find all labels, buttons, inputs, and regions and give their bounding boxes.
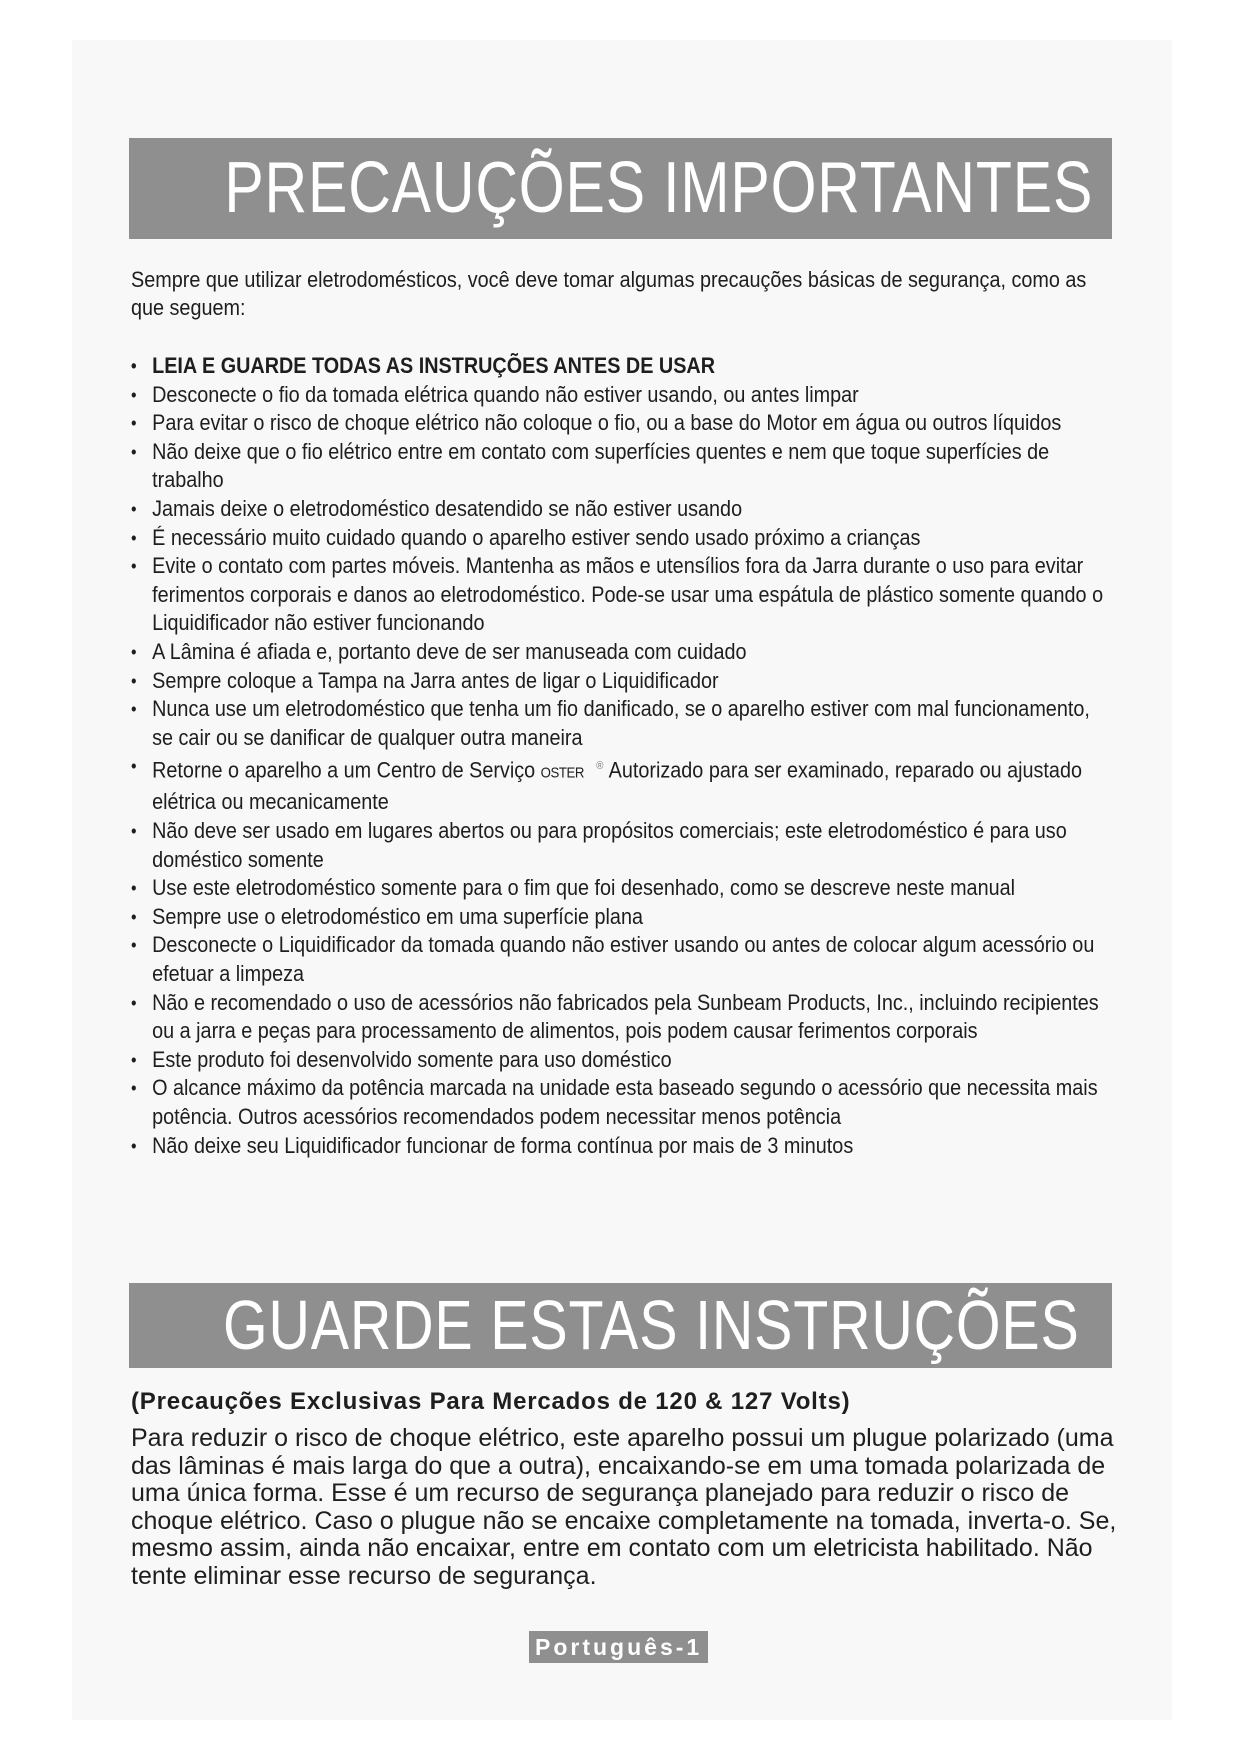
list-item: • Sempre use o eletrodoméstico em uma superfície plana — [131, 903, 1111, 932]
list-item: • Para evitar o risco de choque elétrico não coloque o fio, ou a base do Motor em água ou outros líquidos — [131, 409, 1111, 438]
save-instructions-banner — [129, 1283, 1112, 1368]
intro-text: Sempre que utilizar eletrodomésticos, você deve tomar algumas precauções básicas de segurança, como as que seguem: — [131, 267, 1087, 320]
list-item: • Este produto foi desenvolvido somente para uso doméstico — [131, 1046, 1111, 1075]
oster-brand: OSTER — [540, 764, 584, 782]
list-item: • O alcance máximo da potência marcada na unidade esta baseado segundo o acessório que necessita mais potência. Outros acessórios recomendados podem necessitar menos potência — [131, 1074, 1111, 1131]
page-title-text: PRECAUÇÕES IMPORTANTES — [224, 148, 1094, 228]
list-item: • Desconecte o Liquidificador da tomada quando não estiver usando ou antes de colocar algum acessório ou efetuar a limpeza — [131, 931, 1111, 988]
list-item: • Use este eletrodoméstico somente para o fim que foi desenhado, como se descreve neste manual — [131, 874, 1111, 903]
service-text-before: Retorne o aparelho a um Centro de Serviço — [152, 757, 541, 783]
list-item: • Desconecte o fio da tomada elétrica quando não estiver usando, ou antes limpar — [131, 381, 1111, 410]
list-item: • Nunca use um eletrodoméstico que tenha um fio danificado, se o aparelho estiver com mal funcionamento, se cair ou se danificar de qualquer outra maneira — [131, 695, 1111, 752]
service-text-after: Autorizado para ser examinado, reparado ou ajustado elétrica ou mecanicamente — [152, 757, 1082, 815]
list-item: • Não e recomendado o uso de acessórios não fabricados pela Sunbeam Products, Inc., incluindo recipientes ou a jarra e peças para processamento de alimentos, pois podem causar ferimentos corporais — [131, 989, 1111, 1046]
list-item: • Não deixe seu Liquidificador funcionar de forma contínua por mais de 3 minutos — [131, 1132, 1111, 1161]
list-item: • Não deve ser usado em lugares abertos ou para propósitos comerciais; este eletrodoméstico é para uso doméstico somente — [131, 817, 1111, 874]
polarized-plug-paragraph: Para reduzir o risco de choque elétrico, este aparelho possui um plugue polarizado (uma das lâminas é mais larga do que a outra), encaixando-se em uma tomada polarizada de uma única forma. Esse é um recurso de segurança planejado para reduzir o risco de choque elétrico. Caso o plugue não se encaixe completamente na tomada, inverta-o. Se, mesmo assim, ainda não encaixar, entre em contato com um eletricista habilitado. Não tente eliminar esse recurso de segurança. — [131, 1424, 1117, 1590]
page-title — [129, 138, 1112, 239]
list-item: • Evite o contato com partes móveis. Mantenha as mãos e utensílios fora da Jarra durante o uso para evitar ferimentos corporais e danos ao eletrodoméstico. Pode-se usar uma espátula de plástico somente quando o Liquidificador não estiver funcionando — [131, 552, 1111, 638]
page-number-label: Português-1 — [529, 1631, 708, 1663]
registered-mark: ® — [596, 760, 604, 773]
list-item: • LEIA E GUARDE TODAS AS INSTRUÇÕES ANTES DE USAR — [131, 352, 1111, 381]
save-instructions-text: GUARDE ESTAS INSTRUÇÕES — [223, 1286, 1080, 1364]
voltage-subheading: (Precauções Exclusivas Para Mercados de 120 & 127 Volts) — [131, 1388, 851, 1415]
list-item: • É necessário muito cuidado quando o aparelho estiver sendo usado próximo a crianças — [131, 524, 1111, 553]
list-item: • Não deixe que o fio elétrico entre em contato com superfícies quentes e nem que toque superfícies de trabalho — [131, 438, 1111, 495]
list-item-service-center — [131, 752, 1111, 817]
list-item: • Jamais deixe o eletrodoméstico desatendido se não estiver usando — [131, 495, 1111, 524]
list-item: • Sempre coloque a Tampa na Jarra antes de ligar o Liquidificador — [131, 667, 1111, 696]
precautions-list — [131, 352, 1111, 1160]
list-item: • A Lâmina é afiada e, portanto deve de ser manuseada com cuidado — [131, 638, 1111, 667]
